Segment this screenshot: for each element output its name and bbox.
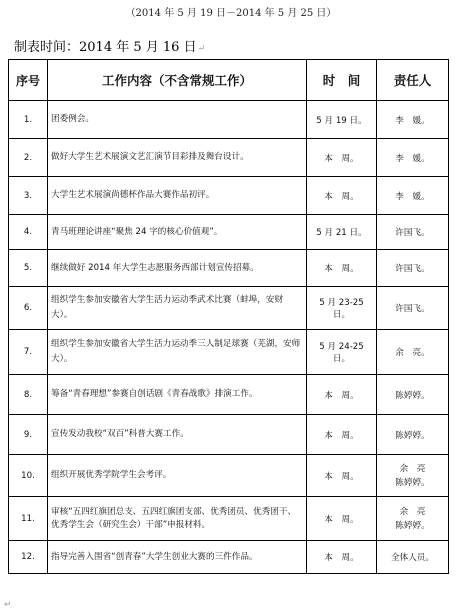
cell-content: 审核“五四红旗团总支、五四红旗团支部、优秀团员、优秀团干、优秀学生会（研究生会）干部”申报材料。 (48, 497, 307, 541)
table-header-row (9, 60, 449, 101)
cell-time: 本 周。 (307, 375, 377, 415)
cell-time: 5 月 23-25 日。 (307, 287, 377, 330)
cell-num: 12. (9, 541, 48, 574)
made-time-label: 制表时间： (14, 40, 80, 55)
table-row (9, 250, 449, 287)
cell-num: 2. (9, 139, 48, 177)
schedule-table (8, 59, 449, 574)
cell-num: 4. (9, 215, 48, 250)
cell-num: 11. (9, 497, 48, 541)
cell-time: 本 周。 (307, 455, 377, 497)
cell-num: 8. (9, 375, 48, 415)
table-row (9, 287, 449, 330)
cell-content: 继续做好 2014 年大学生志愿服务西部计划宣传招募。 (48, 250, 307, 287)
table-row (9, 101, 449, 139)
cell-owner: 全体人员。 (377, 541, 449, 574)
cell-time: 本 周。 (307, 415, 377, 455)
col-header-time: 时 间 (307, 60, 377, 101)
cell-num: 6. (9, 287, 48, 330)
cell-time: 本 周。 (307, 497, 377, 541)
cell-num: 1. (9, 101, 48, 139)
cell-time: 5 月 21 日。 (307, 215, 377, 250)
cell-owner: 陈婷婷。 (377, 375, 449, 415)
cell-time: 本 周。 (307, 541, 377, 574)
date-range-header: （2014 年 5 月 19 日－2014 年 5 月 25 日） (125, 8, 337, 19)
table-row (9, 139, 449, 177)
cell-owner: 余 亮。 (377, 330, 449, 375)
made-time-line (14, 36, 205, 55)
cell-owner: 陈婷婷。 (377, 415, 449, 455)
cell-content: 做好大学生艺术展演文艺汇演节目彩排及舞台设计。 (48, 139, 307, 177)
table-row (9, 215, 449, 250)
col-header-num: 序号 (9, 60, 48, 101)
cell-owner: 许国飞。 (377, 287, 449, 330)
cell-content: 宣传发动我校“双百”科普大赛工作。 (48, 415, 307, 455)
table-row (9, 330, 449, 375)
cell-owner: 李 媛。 (377, 177, 449, 215)
cell-content: 组织开展优秀学院学生会考评。 (48, 455, 307, 497)
cell-time: 5 月 24-25 日。 (307, 330, 377, 375)
cell-content: 团委例会。 (48, 101, 307, 139)
cell-num: 9. (9, 415, 48, 455)
table-row (9, 541, 449, 574)
cell-content: 大学生艺术展演尚德杯作品大赛作品初评。 (48, 177, 307, 215)
cell-time: 本 周。 (307, 177, 377, 215)
col-header-owner: 责任人 (377, 60, 449, 101)
cell-time: 本 周。 (307, 139, 377, 177)
cell-content: 指导完善入围省“创青春”大学生创业大赛的三件作品。 (48, 541, 307, 574)
cell-num: 10. (9, 455, 48, 497)
cell-owner: 许国飞。 (377, 215, 449, 250)
paragraph-mark-icon: ↵ (4, 600, 12, 610)
cell-time: 5 月 19 日。 (307, 101, 377, 139)
cell-num: 7. (9, 330, 48, 375)
table-row (9, 375, 449, 415)
cell-owner: 余 亮 陈婷婷。 (377, 455, 449, 497)
made-time-value: 2014 年 5 月 16 日 (79, 40, 197, 55)
cell-num: 3. (9, 177, 48, 215)
cell-num: 5. (9, 250, 48, 287)
cell-content: 组织学生参加安徽省大学生活力运动季武术比赛（蚌埠，安财大）。 (48, 287, 307, 330)
table-row (9, 415, 449, 455)
table-row (9, 455, 449, 497)
cell-owner: 许国飞。 (377, 250, 449, 287)
cell-owner: 余 亮 陈婷婷。 (377, 497, 449, 541)
table-row (9, 177, 449, 215)
cell-content: 筹备“青春理想”参赛自创话剧《青春战歌》排演工作。 (48, 375, 307, 415)
table-row (9, 497, 449, 541)
col-header-content: 工作内容（不含常规工作） (48, 60, 307, 101)
cell-time: 本 周。 (307, 250, 377, 287)
paragraph-mark-icon: ↵ (197, 44, 206, 54)
cell-owner: 李 媛。 (377, 139, 449, 177)
cell-content: 组织学生参加安徽省大学生活力运动季三人制足球赛（芜湖，安师大）。 (48, 330, 307, 375)
cell-owner: 李 媛。 (377, 101, 449, 139)
cell-content: 青马班理论讲座“聚焦 24 字的核心价值观”。 (48, 215, 307, 250)
